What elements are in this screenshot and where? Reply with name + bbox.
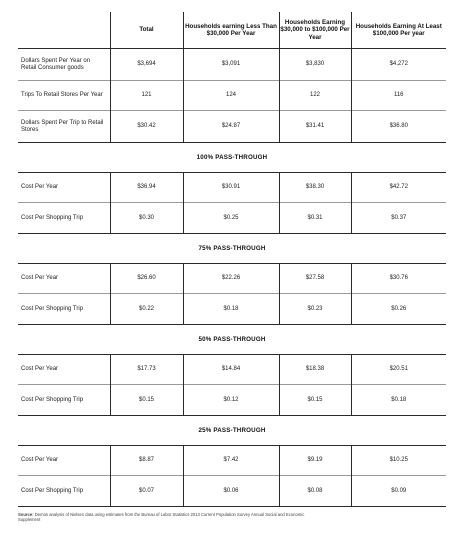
section-title: 75% PASS-THROUGH <box>18 234 446 264</box>
header-low-income: Households earning Less Than $30,000 Per Year <box>183 12 279 49</box>
cell-mid: $0.15 <box>279 385 351 416</box>
table-row <box>18 385 446 416</box>
table-row <box>18 476 446 507</box>
row-label: Dollars Spent Per Trip to Retail Stores <box>21 119 104 133</box>
cell-high: $42.72 <box>351 173 446 203</box>
cell-mid: $9.19 <box>279 446 351 476</box>
cell-mid: $3,830 <box>279 49 351 81</box>
cell-total: $0.22 <box>110 294 183 325</box>
document-page <box>18 12 446 522</box>
cell-high: $0.37 <box>351 203 446 234</box>
table-row <box>18 49 446 81</box>
section-heading-row <box>18 234 446 264</box>
header-blank-cell <box>18 12 110 49</box>
cell-total: $26.60 <box>110 264 183 294</box>
cell-mid: $18.38 <box>279 355 351 385</box>
cell-total: $0.07 <box>110 476 183 507</box>
table-row <box>18 294 446 325</box>
cell-mid: $38.30 <box>279 173 351 203</box>
cell-total: $36.94 <box>110 173 183 203</box>
row-label: Cost Per Year <box>21 366 59 372</box>
cell-mid: $0.08 <box>279 476 351 507</box>
cell-high: $10.25 <box>351 446 446 476</box>
source-note <box>18 512 318 522</box>
cell-total: $17.73 <box>110 355 183 385</box>
table-row <box>18 173 446 203</box>
cell-mid: 122 <box>279 81 351 111</box>
section-title: 100% PASS-THROUGH <box>18 143 446 173</box>
cell-total: $8.87 <box>110 446 183 476</box>
cell-total: $30.42 <box>110 111 183 143</box>
cell-low: $7.42 <box>183 446 279 476</box>
table-row <box>18 355 446 385</box>
section-title: 50% PASS-THROUGH <box>18 325 446 355</box>
cell-total: $3,694 <box>110 49 183 81</box>
cell-low: $24.87 <box>183 111 279 143</box>
section-heading-row <box>18 143 446 173</box>
pass-through-cost-table <box>18 12 446 507</box>
cell-low: $3,091 <box>183 49 279 81</box>
source-text: Demos analysis of Nielsen data using estimates from the Bureau of Labor Statistics 2013 Current Population Survey Annual Social and Economic Supplement <box>18 512 305 522</box>
header-high-income: Households Earning At Least $100,000 Per year <box>351 12 446 49</box>
row-label: Cost Per Year <box>21 184 59 190</box>
header-total: Total <box>110 12 183 49</box>
cell-mid: $0.23 <box>279 294 351 325</box>
section-heading-row <box>18 325 446 355</box>
row-label: Cost Per Shopping Trip <box>21 305 84 312</box>
table-row <box>18 264 446 294</box>
section-title: 25% PASS-THROUGH <box>18 416 446 446</box>
header-mid-income: Households Earning $30,000 to $100,000 Per Year <box>279 12 351 49</box>
cell-high: 116 <box>351 81 446 111</box>
cell-high: $4,272 <box>351 49 446 81</box>
cell-low: $0.12 <box>183 385 279 416</box>
cell-low: $14.84 <box>183 355 279 385</box>
cell-total: $0.30 <box>110 203 183 234</box>
section-heading-row <box>18 416 446 446</box>
cell-total: 121 <box>110 81 183 111</box>
table-row <box>18 446 446 476</box>
row-label: Trips To Retail Stores Per Year <box>21 92 103 98</box>
table-header-row <box>18 12 446 49</box>
cell-low: $22.26 <box>183 264 279 294</box>
cell-high: $0.26 <box>351 294 446 325</box>
cell-high: $0.18 <box>351 385 446 416</box>
table-row <box>18 111 446 143</box>
cell-low: $0.06 <box>183 476 279 507</box>
row-label: Cost Per Shopping Trip <box>21 396 84 403</box>
row-label: Dollars Spent Per Year on Retail Consumer goods <box>21 57 91 71</box>
cell-mid: $0.31 <box>279 203 351 234</box>
row-label: Cost Per Year <box>21 275 59 281</box>
cell-low: 124 <box>183 81 279 111</box>
cell-mid: $31.41 <box>279 111 351 143</box>
row-label: Cost Per Shopping Trip <box>21 487 84 494</box>
cell-low: $0.25 <box>183 203 279 234</box>
cell-low: $30.91 <box>183 173 279 203</box>
row-label: Cost Per Shopping Trip <box>21 214 84 221</box>
cell-mid: $27.58 <box>279 264 351 294</box>
cell-high: $36.80 <box>351 111 446 143</box>
cell-total: $0.15 <box>110 385 183 416</box>
cell-high: $30.76 <box>351 264 446 294</box>
cell-low: $0.18 <box>183 294 279 325</box>
cell-high: $0.09 <box>351 476 446 507</box>
cell-high: $20.51 <box>351 355 446 385</box>
table-row <box>18 81 446 111</box>
table-row <box>18 203 446 234</box>
source-prefix: Source: <box>18 512 34 517</box>
row-label: Cost Per Year <box>21 457 59 463</box>
